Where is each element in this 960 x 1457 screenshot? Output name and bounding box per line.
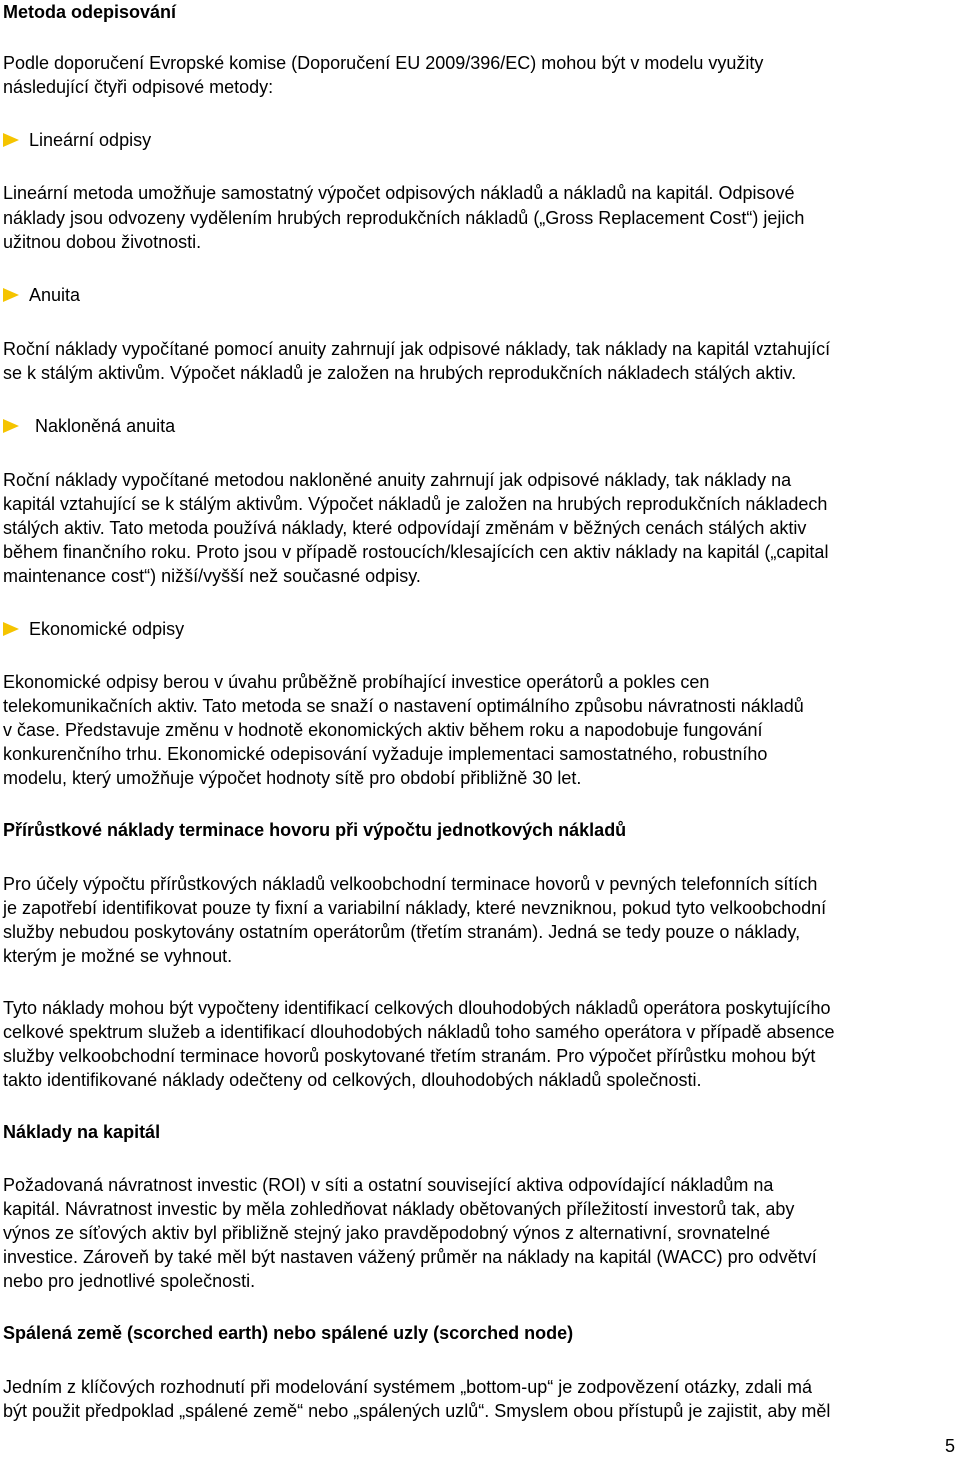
bullet-item-annuity: [3, 284, 80, 306]
section-heading-metoda: Metoda odepisování: [3, 2, 177, 22]
paragraph-line: být použit předpoklad „spálené země“ nebo „spálených uzlů“. Smyslem obou přístupů je zajistit, aby měl: [3, 1401, 831, 1421]
paragraph-line: v čase. Představuje změnu v hodnotě ekonomických aktiv během roku a napodobuje fungování: [3, 720, 763, 740]
bullet-item-linear: [3, 129, 151, 151]
section-heading-incremental: Přírůstkové náklady terminace hovoru při výpočtu jednotkových nákladů: [3, 820, 627, 840]
bullet-label: Anuita: [29, 285, 81, 305]
arrow-right-icon: [3, 622, 19, 636]
arrow-right-icon: [3, 419, 19, 433]
bullet-label: Nakloněná anuita: [35, 416, 176, 436]
bullet-label: Ekonomické odpisy: [29, 619, 185, 639]
paragraph-line: celkové spektrum služeb a identifikací dlouhodobých nákladů toho samého operátora v případě absence: [3, 1022, 835, 1042]
paragraph-line: Jedním z klíčových rozhodnutí při modelování systémem „bottom-up“ je zodpovězení otázky, zdali má: [3, 1377, 813, 1397]
bullet-item-economic: [3, 618, 184, 640]
paragraph-line: investice. Zároveň by také měl být nastaven vážený průměr na náklady na kapitál (WACC) pro odvětví: [3, 1247, 817, 1267]
paragraph-line: kapitál vztahující se k stálým aktivům. Výpočet nákladů je založen na hrubých reprodukčních nákladech: [3, 494, 828, 514]
paragraph-line: náklady jsou odvozeny vydělením hrubých reprodukčních nákladů („Gross Replacement Cost“) jejich: [3, 208, 805, 228]
paragraph-line: Ekonomické odpisy berou v úvahu průběžně probíhající investice operátorů a pokles cen: [3, 672, 710, 692]
paragraph-line: Roční náklady vypočítané pomocí anuity zahrnují jak odpisové náklady, tak náklady na kapitál vztahující: [3, 339, 831, 359]
paragraph-line: služby nebudou poskytovány ostatním operátorům (třetím stranám). Jedná se tedy pouze o náklady,: [3, 922, 801, 942]
paragraph-line: maintenance cost“) nižší/vyšší než současné odpisy.: [3, 566, 421, 586]
paragraph-line: užitnou dobou životnosti.: [3, 232, 202, 252]
paragraph-line: stálých aktiv. Tato metoda používá náklady, které odpovídají změnám v běžných cenách stálých aktiv: [3, 518, 807, 538]
bullet-item-tilted: [3, 415, 175, 437]
arrow-right-icon: [3, 288, 19, 302]
paragraph-line: výnos ze síťových aktiv byl přibližně stejný jako pravděpodobný výnos z alternativní, srovnatelné: [3, 1223, 771, 1243]
paragraph-line: Roční náklady vypočítané metodou nakloněné anuity zahrnují jak odpisové náklady, tak náklady na: [3, 470, 792, 490]
paragraph-line: konkurenčního trhu. Ekonomické odepisování vyžaduje implementaci samostatného, robustního: [3, 744, 768, 764]
paragraph-line: Tyto náklady mohou být vypočteny identifikací celkových dlouhodobých nákladů operátora poskytujícího: [3, 998, 831, 1018]
page-number: 5: [944, 1436, 955, 1456]
paragraph-line: během finančního roku. Proto jsou v případě rostoucích/klesajících cen aktiv náklady na kapitál („capital: [3, 542, 829, 562]
paragraph-line: nebo pro jednotlivé společnosti.: [3, 1271, 256, 1291]
paragraph-line: kterým je možné se vyhnout.: [3, 946, 233, 966]
paragraph-line: takto identifikované náklady odečteny od celkových, dlouhodobých nákladů společnosti.: [3, 1070, 702, 1090]
section-heading-capital: Náklady na kapitál: [3, 1122, 161, 1142]
paragraph-line: kapitál. Návratnost investic by měla zohledňovat náklady obětovaných příležitostí investorů tak, aby: [3, 1199, 795, 1219]
paragraph-line: Požadovaná návratnost investic (ROI) v síti a ostatní související aktiva odpovídající nákladům na: [3, 1175, 774, 1195]
paragraph-line: Podle doporučení Evropské komise (Doporučení EU 2009/396/EC) mohou být v modelu využity: [3, 53, 764, 73]
paragraph-line: Pro účely výpočtu přírůstkových nákladů velkoobchodní terminace hovorů v pevných telefonních sítích: [3, 874, 818, 894]
paragraph-line: telekomunikačních aktiv. Tato metoda se snaží o nastavení optimálního způsobu návratnosti nákladů: [3, 696, 804, 716]
bullet-label: Lineární odpisy: [29, 130, 152, 150]
paragraph-line: služby velkoobchodní terminace hovorů poskytované třetím stranám. Pro výpočet přírůstku mohou být: [3, 1046, 816, 1066]
section-heading-scorched: Spálená země (scorched earth) nebo spálené uzly (scorched node): [3, 1323, 574, 1343]
paragraph-line: následující čtyři odpisové metody:: [3, 77, 274, 97]
paragraph-line: se k stálým aktivům. Výpočet nákladů je založen na hrubých reprodukčních nákladech stálých aktiv.: [3, 363, 797, 383]
paragraph-line: modelu, který umožňuje výpočet hodnoty sítě pro období přibližně 30 let.: [3, 768, 582, 788]
paragraph-line: je zapotřebí identifikovat pouze ty fixní a variabilní náklady, které nevzniknou, pokud tyto velkoobchodní: [3, 898, 827, 918]
arrow-right-icon: [3, 133, 19, 147]
paragraph-line: Lineární metoda umožňuje samostatný výpočet odpisových nákladů a nákladů na kapitál. Odpisové: [3, 183, 795, 203]
